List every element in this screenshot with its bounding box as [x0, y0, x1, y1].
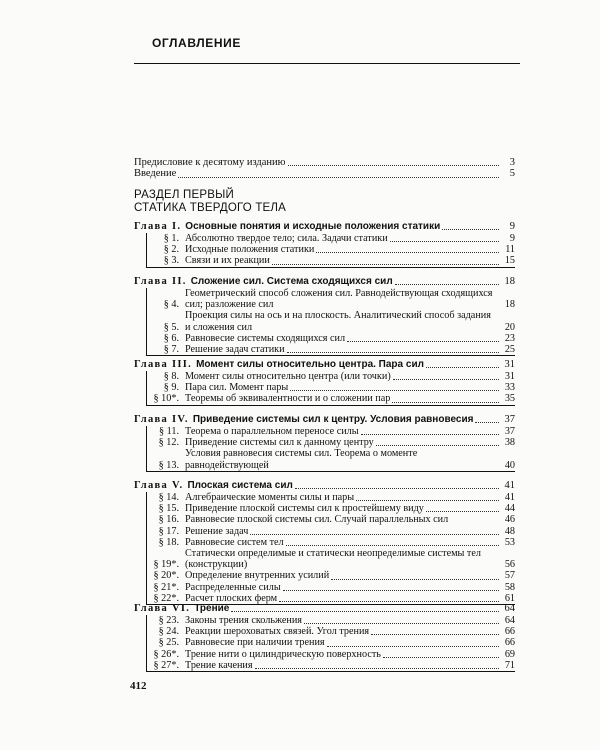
- paragraph-title: Решение задач: [185, 525, 249, 537]
- chapter-title: Основные понятия и исходные положения статики: [185, 221, 441, 232]
- paragraph-title: Теоремы об эквивалентности и о сложении пар: [185, 393, 391, 405]
- paragraph-number: § 2.: [163, 244, 179, 256]
- paragraph-entry[interactable]: [147, 503, 515, 514]
- toc-page-number: 18: [504, 276, 515, 287]
- leader-dots: [316, 252, 499, 253]
- chapter-title: Плоская система сил: [187, 480, 293, 491]
- chapter-entry[interactable]: [134, 359, 515, 370]
- paragraph-number: § 25.: [158, 637, 179, 649]
- leader-dots: [288, 165, 500, 166]
- leader-dots: [390, 241, 499, 242]
- paragraph-number: § 6.: [163, 332, 179, 344]
- paragraph-number: § 15.: [158, 503, 179, 515]
- toc-page-number: 66: [504, 626, 515, 638]
- leader-dots: [231, 611, 499, 612]
- leader-dots: [290, 390, 499, 391]
- paragraph-entry[interactable]: [147, 570, 515, 581]
- toc-page-number: 31: [504, 359, 515, 370]
- chapter-entry[interactable]: [134, 414, 515, 425]
- paragraph-entry[interactable]: [147, 310, 515, 332]
- paragraph-number: § 5.: [163, 321, 179, 333]
- leader-dots: [361, 434, 499, 435]
- paragraph-list: [146, 288, 515, 356]
- paragraph-title: Равновесие системы сходящихся сил: [185, 332, 346, 344]
- paragraph-title: Трение нити о цилиндрическую поверхность: [185, 648, 381, 660]
- leader-dots: [426, 511, 499, 512]
- chapter-entry[interactable]: [134, 221, 515, 232]
- paragraph-list: [146, 371, 515, 406]
- paragraph-entry[interactable]: [147, 288, 515, 310]
- leader-dots: [371, 634, 499, 635]
- chapter-label: Глава I.: [134, 221, 182, 232]
- paragraph-title: Алгебраические моменты силы и пары: [185, 492, 355, 503]
- paragraph-entry[interactable]: [147, 233, 515, 244]
- toc-page-number: 58: [504, 581, 515, 593]
- chapter-entry[interactable]: [134, 276, 515, 287]
- paragraph-title: Момент силы относительно центра (или точки): [185, 371, 391, 382]
- paragraph-number: § 9.: [163, 382, 179, 394]
- paragraph-entry[interactable]: [147, 649, 515, 660]
- toc-entry-label: Предисловие к десятому изданию: [134, 157, 286, 168]
- chapter-entry[interactable]: [134, 603, 515, 614]
- toc-page-number: 9: [509, 233, 515, 244]
- paragraph-number: § 8.: [163, 371, 179, 382]
- toc-page-number: 37: [504, 426, 515, 437]
- paragraph-list: [146, 492, 515, 605]
- paragraph-entry[interactable]: [147, 492, 515, 503]
- paragraph-title: Абсолютно твердое тело; сила. Задачи статики: [185, 233, 388, 244]
- toc-entry-label: Введение: [134, 168, 177, 180]
- toc-page-number: 37: [504, 414, 515, 425]
- chapter-block: [134, 480, 515, 605]
- paragraph-entry[interactable]: [147, 526, 515, 537]
- paragraph-number: § 16.: [158, 514, 179, 526]
- paragraph-number: § 3.: [163, 255, 179, 267]
- paragraph-entry[interactable]: [147, 537, 515, 548]
- paragraph-number: § 21*.: [153, 581, 179, 593]
- paragraph-title: Определение внутренних усилий: [185, 570, 330, 582]
- toc-page-number: 15: [504, 255, 515, 267]
- paragraph-number: § 19*.: [153, 559, 179, 571]
- paragraph-entry[interactable]: [147, 582, 515, 593]
- leader-dots: [356, 500, 499, 501]
- paragraph-title: Пара сил. Момент пары: [185, 382, 289, 394]
- toc-page-number: 31: [504, 371, 515, 382]
- toc-page-number: 23: [504, 332, 515, 344]
- paragraph-number: § 13.: [158, 459, 179, 471]
- leader-dots: [347, 341, 499, 342]
- paragraph-number: § 27*.: [153, 659, 179, 671]
- page-number: 412: [130, 680, 147, 692]
- paragraph-number: § 17.: [158, 525, 179, 537]
- paragraph-number: § 11.: [159, 426, 179, 437]
- toc-page-number: 3: [509, 157, 515, 168]
- paragraph-title: Условия равновесия системы сил. Теорема о моменте равнодействующей: [185, 448, 418, 471]
- paragraph-title: Исходные положения статики: [185, 244, 315, 256]
- leader-dots: [475, 422, 499, 423]
- section-name: СТАТИКА ТВЕРДОГО ТЕЛА: [134, 202, 287, 214]
- paragraph-entry[interactable]: [147, 660, 515, 671]
- paragraph-title: Равновесие при наличии трения: [185, 637, 325, 649]
- chapter-title: Приведение системы сил к центру. Условия равновесия: [192, 414, 474, 425]
- paragraph-number: § 12.: [158, 437, 179, 449]
- paragraph-entry[interactable]: [147, 448, 515, 470]
- paragraph-title: Проекция силы на ось и на плоскость. Аналитический способ задания и сложения сил: [185, 310, 491, 333]
- paragraph-number: § 26*.: [153, 648, 179, 660]
- chapter-heading: [134, 276, 393, 287]
- leader-dots: [286, 545, 499, 546]
- chapter-title: Трение: [194, 603, 230, 614]
- chapter-block: [134, 276, 515, 356]
- paragraph-title: Распределенные силы: [185, 581, 281, 593]
- toc-page-number: 9: [509, 221, 515, 232]
- paragraph-title: Статически определимые и статически неопределимые системы тел (конструкции): [185, 548, 481, 571]
- leader-dots: [279, 601, 499, 602]
- chapter-heading: [134, 359, 424, 370]
- toc-page-number: 69: [504, 648, 515, 660]
- paragraph-list: [146, 615, 515, 672]
- chapter-entry[interactable]: [134, 480, 515, 491]
- chapter-label: Глава IV.: [134, 414, 189, 425]
- paragraph-title: Расчет плоских ферм: [185, 592, 278, 604]
- paragraph-entry[interactable]: [147, 393, 515, 404]
- toc-page-number: 35: [504, 393, 515, 405]
- paragraph-title: Теорема о параллельном переносе силы: [185, 426, 359, 437]
- chapter-label: Глава II.: [134, 276, 187, 287]
- chapter-block: [134, 221, 515, 268]
- header-divider: [134, 63, 520, 64]
- toc-page-number: 11: [505, 244, 515, 256]
- paragraph-entry[interactable]: [147, 637, 515, 648]
- paragraph-title: Равновесие плоской системы сил. Случай параллельных сил: [185, 514, 449, 526]
- leader-dots: [383, 657, 499, 658]
- chapter-block: [134, 603, 515, 672]
- paragraph-title: Решение задач статики: [185, 344, 285, 356]
- toc-page-number: 46: [504, 514, 515, 526]
- leader-dots: [287, 352, 499, 353]
- paragraph-number: § 14.: [158, 492, 179, 503]
- paragraph-title: Геометрический способ сложения сил. Равнодействующая сходящихся сил; разложение сил: [185, 288, 493, 311]
- toc-page-number: 57: [504, 570, 515, 582]
- toc-page-number: 48: [504, 525, 515, 537]
- paragraph-title: Приведение системы сил к данному центру: [185, 437, 374, 449]
- leader-dots: [178, 177, 499, 178]
- chapter-block: [134, 414, 515, 472]
- leader-dots: [327, 646, 499, 647]
- paragraph-title: Законы трения скольжения: [185, 615, 302, 626]
- chapter-label: Глава V.: [134, 480, 184, 491]
- paragraph-number: § 20*.: [153, 570, 179, 582]
- paragraph-entry[interactable]: [147, 333, 515, 344]
- leader-dots: [442, 229, 499, 230]
- paragraph-entry[interactable]: [147, 371, 515, 382]
- chapter-title: Сложение сил. Система сходящихся сил: [190, 276, 393, 287]
- paragraph-number: § 18.: [158, 536, 179, 548]
- paragraph-number: § 1.: [163, 233, 179, 244]
- chapter-heading: [134, 414, 473, 425]
- section-heading: [134, 189, 286, 215]
- leader-dots: [272, 264, 499, 265]
- paragraph-entry[interactable]: [147, 344, 515, 355]
- toc-page-number: 20: [504, 321, 515, 333]
- front-matter: [134, 157, 515, 180]
- toc-page-number: 56: [504, 559, 515, 571]
- leader-dots: [395, 284, 499, 285]
- toc-page-number: 64: [504, 603, 515, 614]
- leader-dots: [255, 668, 499, 669]
- chapter-title: Момент силы относительно центра. Пара сил: [196, 359, 424, 370]
- chapter-heading: [134, 221, 440, 232]
- paragraph-entry[interactable]: [147, 514, 515, 525]
- paragraph-title: Равновесие систем тел: [185, 536, 284, 548]
- paragraph-number: § 23.: [158, 615, 179, 626]
- toc-page-number: 71: [504, 659, 515, 671]
- paragraph-number: § 7.: [163, 344, 179, 356]
- paragraph-entry[interactable]: [147, 626, 515, 637]
- paragraph-entry[interactable]: [147, 426, 515, 437]
- chapter-label: Глава III.: [134, 359, 193, 370]
- leader-dots: [392, 402, 499, 403]
- paragraph-entry[interactable]: [147, 382, 515, 393]
- toc-page-number: 25: [504, 344, 515, 356]
- leader-dots: [283, 590, 499, 591]
- paragraph-entry[interactable]: [147, 255, 515, 266]
- paragraph-number: § 22*.: [153, 592, 179, 604]
- chapter-heading: [134, 480, 293, 491]
- leader-dots: [393, 379, 499, 380]
- toc-entry-preface[interactable]: [134, 157, 515, 168]
- toc-page-number: 64: [504, 615, 515, 626]
- toc-page-number: 41: [504, 492, 515, 503]
- paragraph-number: § 10*.: [153, 393, 179, 405]
- leader-dots: [331, 579, 499, 580]
- leader-dots: [304, 623, 499, 624]
- chapter-heading: [134, 603, 229, 614]
- toc-page-number: 66: [504, 637, 515, 649]
- leader-dots: [426, 367, 499, 368]
- paragraph-title: Связи и их реакции: [185, 255, 270, 267]
- paragraph-title: Приведение плоской системы сил к простейшему виду: [185, 503, 424, 515]
- paragraph-entry[interactable]: [147, 244, 515, 255]
- toc-page-number: 38: [504, 437, 515, 449]
- paragraph-entry[interactable]: [147, 437, 515, 448]
- toc-page-number: 33: [504, 382, 515, 394]
- toc-page-number: 5: [509, 168, 515, 180]
- toc-page-number: 44: [504, 503, 515, 515]
- paragraph-entry[interactable]: [147, 548, 515, 570]
- toc-page-number: 53: [504, 536, 515, 548]
- paragraph-title: Реакции шероховатых связей. Угол трения: [185, 626, 370, 638]
- paragraph-list: [146, 426, 515, 472]
- paragraph-title: Трение качения: [185, 659, 253, 671]
- paragraph-list: [146, 233, 515, 268]
- paragraph-number: § 4.: [163, 299, 179, 311]
- leader-dots: [295, 488, 499, 489]
- page-title: ОГЛАВЛЕНИЕ: [152, 36, 242, 50]
- paragraph-entry[interactable]: [147, 615, 515, 626]
- toc-page-number: 41: [504, 480, 515, 491]
- paragraph-number: § 24.: [158, 626, 179, 638]
- toc-page-number: 61: [504, 592, 515, 604]
- toc-page-number: 18: [504, 299, 515, 311]
- section-number: РАЗДЕЛ ПЕРВЫЙ: [134, 189, 234, 201]
- toc-entry-introduction[interactable]: [134, 168, 515, 179]
- chapter-block: [134, 359, 515, 406]
- toc-page-number: 40: [504, 459, 515, 471]
- leader-dots: [250, 534, 499, 535]
- leader-dots: [376, 445, 499, 446]
- chapter-label: Глава VI.: [134, 603, 191, 614]
